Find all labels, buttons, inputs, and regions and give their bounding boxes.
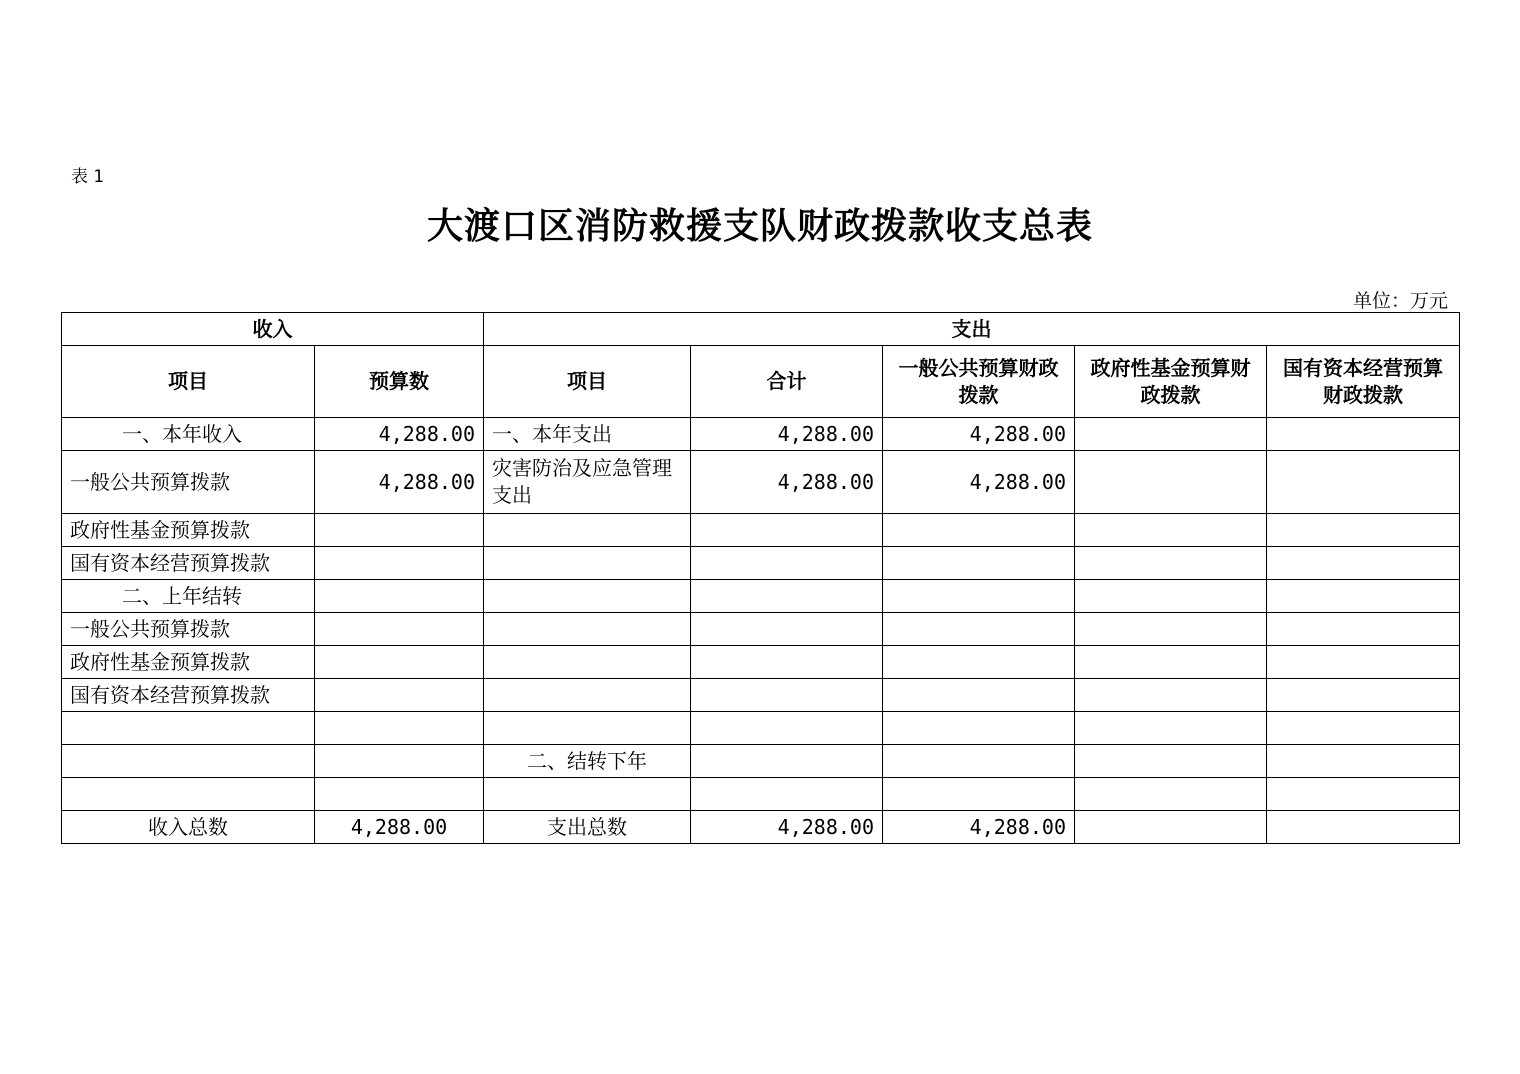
total-cell	[691, 613, 883, 646]
state-capital-cell	[1267, 514, 1460, 547]
state-capital-cell	[1267, 811, 1460, 844]
income-item-cell: 国有资本经营预算拨款	[62, 679, 315, 712]
gov-fund-cell	[1075, 451, 1267, 514]
general-public-cell	[883, 778, 1075, 811]
table-row	[62, 613, 1460, 646]
gov-fund-cell	[1075, 712, 1267, 745]
income-budget-cell	[315, 514, 484, 547]
total-cell	[691, 580, 883, 613]
state-capital-cell	[1267, 712, 1460, 745]
general-public-cell	[883, 547, 1075, 580]
col-header-expense-item: 项目	[484, 346, 691, 418]
income-budget-cell	[315, 646, 484, 679]
col-header-total: 合计	[691, 346, 883, 418]
state-capital-cell	[1267, 778, 1460, 811]
col-header-state-capital: 国有资本经营预算财政拨款	[1267, 346, 1460, 418]
table-row	[62, 451, 1460, 514]
general-public-cell	[883, 712, 1075, 745]
table-row	[62, 745, 1460, 778]
income-budget-cell: 4,288.00	[315, 418, 484, 451]
col-header-general-public: 一般公共预算财政拨款	[883, 346, 1075, 418]
col-header-income-budget: 预算数	[315, 346, 484, 418]
income-item-cell: 国有资本经营预算拨款	[62, 547, 315, 580]
income-budget-cell: 4,288.00	[315, 451, 484, 514]
expense-section-header: 支出	[484, 313, 1460, 346]
total-cell	[691, 712, 883, 745]
state-capital-cell	[1267, 745, 1460, 778]
general-public-cell: 4,288.00	[883, 451, 1075, 514]
state-capital-cell	[1267, 451, 1460, 514]
income-section-header: 收入	[62, 313, 484, 346]
expense-item-cell	[484, 514, 691, 547]
table-row	[62, 679, 1460, 712]
total-cell	[691, 745, 883, 778]
income-item-cell	[62, 778, 315, 811]
general-public-cell	[883, 514, 1075, 547]
expense-item-cell	[484, 613, 691, 646]
general-public-cell	[883, 745, 1075, 778]
expense-item-cell	[484, 712, 691, 745]
col-header-gov-fund: 政府性基金预算财政拨款	[1075, 346, 1267, 418]
total-cell	[691, 778, 883, 811]
general-public-cell: 4,288.00	[883, 418, 1075, 451]
table-row	[62, 547, 1460, 580]
gov-fund-cell	[1075, 418, 1267, 451]
table-row	[62, 712, 1460, 745]
gov-fund-cell	[1075, 778, 1267, 811]
state-capital-cell	[1267, 547, 1460, 580]
total-cell: 4,288.00	[691, 451, 883, 514]
expense-item-cell	[484, 547, 691, 580]
col-header-income-item: 项目	[62, 346, 315, 418]
table-number: 表 1	[71, 167, 105, 187]
expense-item-cell	[484, 778, 691, 811]
totals-row	[62, 811, 1460, 844]
expense-item-cell	[484, 679, 691, 712]
income-item-cell: 二、上年结转	[62, 580, 315, 613]
expense-total-label: 支出总数	[484, 811, 691, 844]
general-public-cell	[883, 646, 1075, 679]
table-row	[62, 418, 1460, 451]
total-cell	[691, 547, 883, 580]
state-capital-cell	[1267, 679, 1460, 712]
total-cell	[691, 679, 883, 712]
general-public-cell	[883, 580, 1075, 613]
gov-fund-cell	[1075, 646, 1267, 679]
income-budget-cell	[315, 745, 484, 778]
income-item-cell	[62, 745, 315, 778]
state-capital-cell	[1267, 418, 1460, 451]
income-budget-cell	[315, 712, 484, 745]
table-row	[62, 778, 1460, 811]
income-item-cell: 政府性基金预算拨款	[62, 646, 315, 679]
total-cell: 4,288.00	[691, 418, 883, 451]
income-budget-cell	[315, 613, 484, 646]
total-cell: 4,288.00	[691, 811, 883, 844]
gov-fund-cell	[1075, 679, 1267, 712]
expense-item-cell	[484, 646, 691, 679]
state-capital-cell	[1267, 646, 1460, 679]
general-public-cell	[883, 613, 1075, 646]
gov-fund-cell	[1075, 580, 1267, 613]
table-row	[62, 514, 1460, 547]
total-cell	[691, 646, 883, 679]
income-budget-cell	[315, 547, 484, 580]
state-capital-cell	[1267, 613, 1460, 646]
gov-fund-cell	[1075, 745, 1267, 778]
income-budget-cell	[315, 778, 484, 811]
general-public-cell: 4,288.00	[883, 811, 1075, 844]
income-item-cell	[62, 712, 315, 745]
income-total-label: 收入总数	[62, 811, 315, 844]
income-total-value: 4,288.00	[315, 811, 484, 844]
table-row	[62, 646, 1460, 679]
expense-item-cell: 一、本年支出	[484, 418, 691, 451]
unit-label: 单位：万元	[1352, 290, 1448, 312]
income-item-cell: 政府性基金预算拨款	[62, 514, 315, 547]
income-item-cell: 一般公共预算拨款	[62, 613, 315, 646]
column-header-row	[62, 346, 1460, 418]
page-title: 大渡口区消防救援支队财政拨款收支总表	[426, 206, 1093, 247]
table-row	[62, 580, 1460, 613]
income-item-cell: 一般公共预算拨款	[62, 451, 315, 514]
gov-fund-cell	[1075, 514, 1267, 547]
gov-fund-cell	[1075, 811, 1267, 844]
state-capital-cell	[1267, 580, 1460, 613]
general-public-cell	[883, 679, 1075, 712]
income-budget-cell	[315, 679, 484, 712]
section-header-row	[62, 313, 1460, 346]
budget-summary-table	[61, 312, 1460, 844]
expense-item-cell	[484, 580, 691, 613]
expense-item-cell: 灾害防治及应急管理支出	[484, 451, 691, 514]
gov-fund-cell	[1075, 547, 1267, 580]
income-item-cell: 一、本年收入	[62, 418, 315, 451]
expense-item-cell: 二、结转下年	[484, 745, 691, 778]
total-cell	[691, 514, 883, 547]
gov-fund-cell	[1075, 613, 1267, 646]
income-budget-cell	[315, 580, 484, 613]
